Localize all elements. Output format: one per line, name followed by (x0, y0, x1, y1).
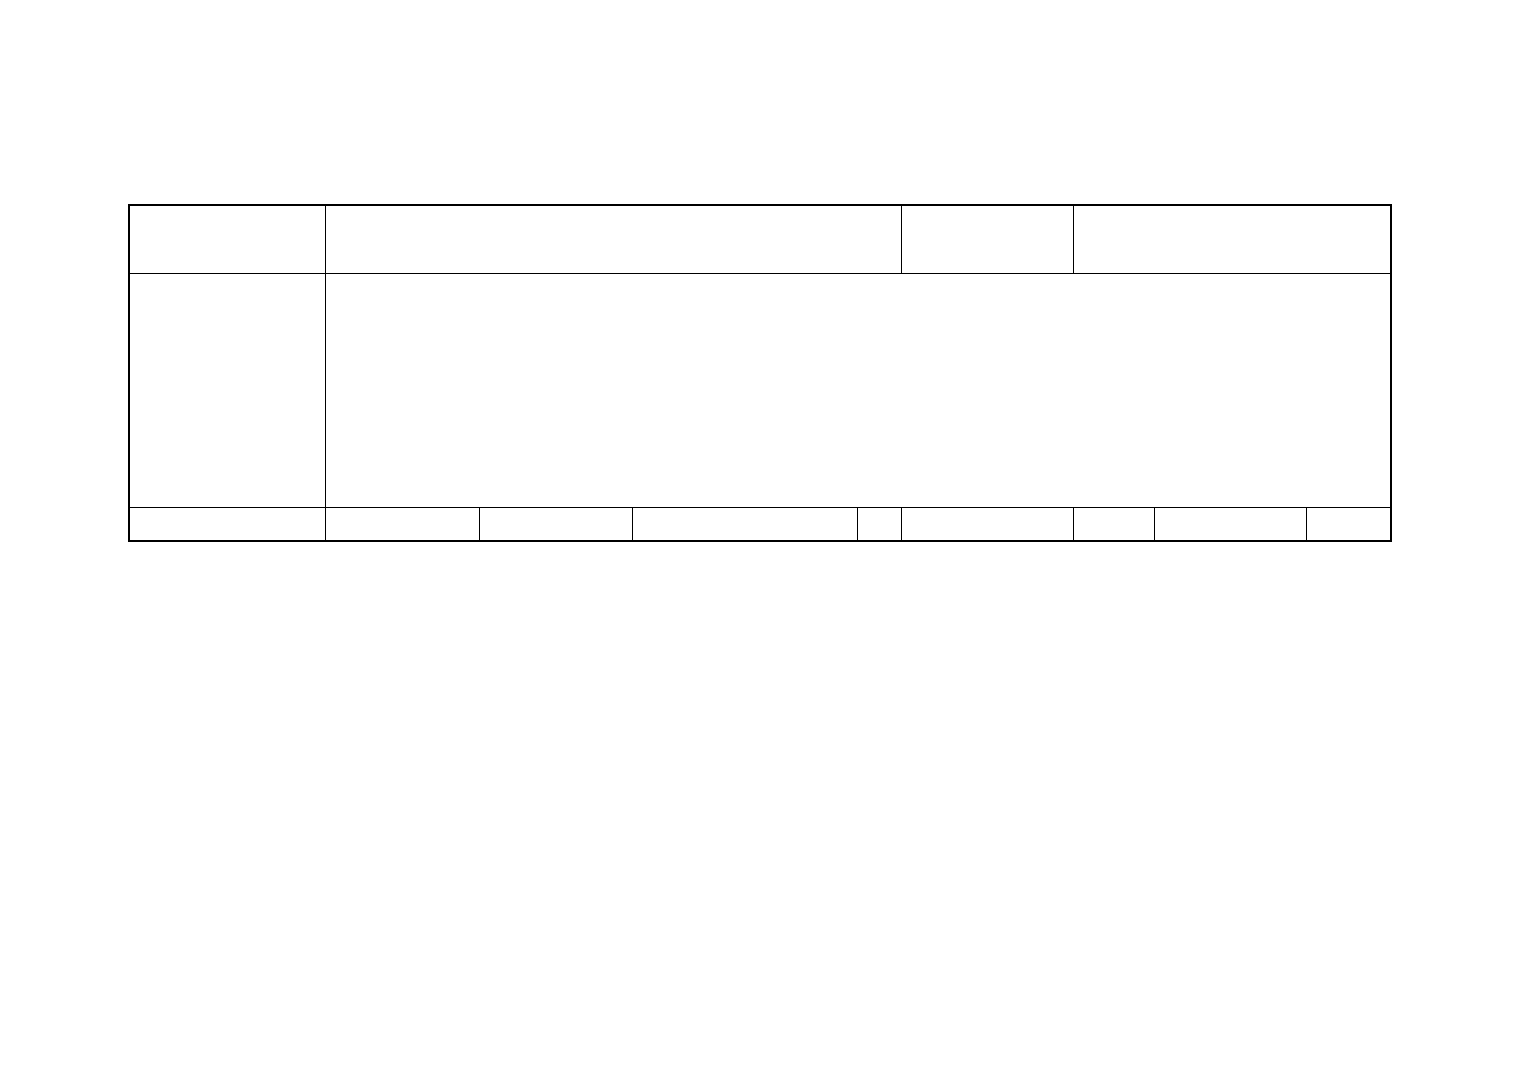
col-level1 (325, 507, 479, 541)
performance-target-table (128, 204, 1392, 542)
goal-label (129, 273, 325, 507)
goal-row (129, 273, 1391, 507)
col-nature (1073, 507, 1154, 541)
dept-name-value (325, 205, 901, 273)
header-row (129, 205, 1391, 273)
col-level3 (632, 507, 857, 541)
dept-name-label (129, 205, 325, 273)
col-value (1154, 507, 1306, 541)
col-unit (901, 507, 1073, 541)
budget-label (901, 205, 1073, 273)
column-header-row (129, 507, 1391, 541)
col-level2 (479, 507, 632, 541)
col-core (1306, 507, 1391, 541)
col-weight (857, 507, 901, 541)
budget-value (1073, 205, 1391, 273)
goal-text (325, 273, 1391, 507)
perf-indicator-label (129, 507, 325, 541)
